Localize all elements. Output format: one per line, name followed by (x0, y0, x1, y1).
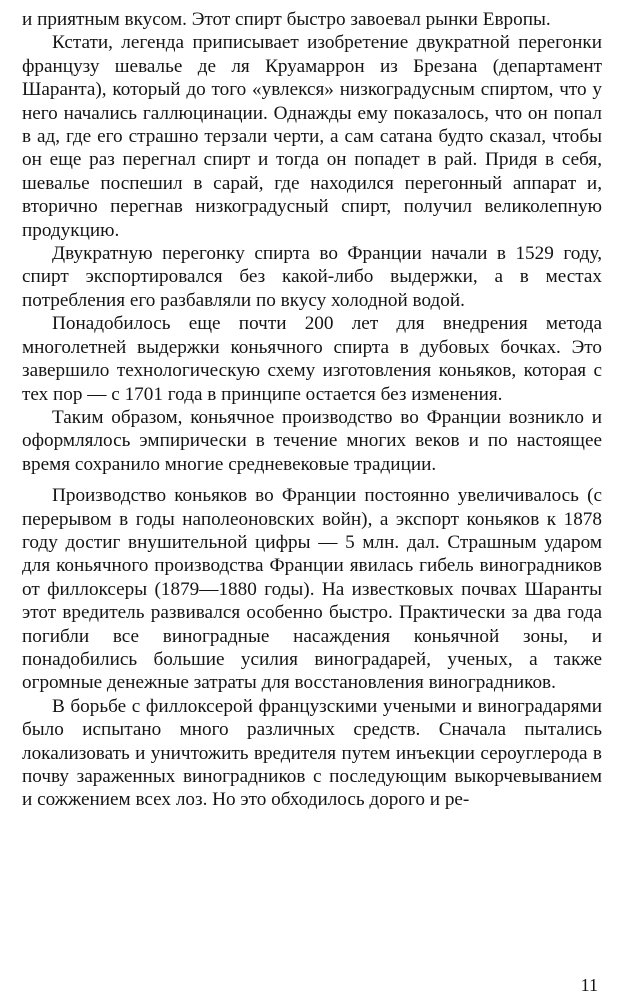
paragraph-empirical-traditions: Таким образом, коньячное производство во Франции возникло и оформлялось эмпирически в течение многих веков и по настоящее время сохранило многие средневековые традиции. (22, 406, 602, 475)
page-number: 11 (580, 975, 598, 995)
paragraph-legend: Кстати, легенда приписывает изобретение двукратной перегонки французу шевалье де ля Круамаррон из Брезана (департамент Шаранта), который до того «увлекся» низкоградусным спиртом, что у него начались галлюцинации. Однажды ему показалось, что он попал в ад, где его страшно терзали черти, а сам сатана будто сказал, чтобы он еще раз перегнал спирт и тогда он попадет в рай. Придя в себя, шевалье поспешил в сарай, где находился перегонный аппарат и, вторично перегнав низкоградусный спирт, получил великолепную продукцию. (22, 32, 602, 241)
paragraph-double-distillation: Двукратную перегонку спирта во Франции начали в 1529 году, спирт экспортировался без какой-либо выдержки, а в местах потребления его разбавляли по вкусу холодной водой. (22, 243, 602, 311)
paragraph-oak-aging: Понадобилось еще почти 200 лет для внедрения метода многолетней выдержки коньячного спирта в дубовых бочках. Это завершило технологическую схему изготовления коньяков, которая с тех пор — с 1701 года в принципе остается без изменения. (22, 313, 602, 405)
paragraph-continuation: и приятным вкусом. Этот спирт быстро завоевал рынки Европы. (22, 9, 551, 30)
paragraph-phylloxera-struggle: В борьбе с филлоксерой французскими учеными и виноградарями было испытано много различных средств. Сначала пытались локализовать и уничтожить вредителя путем инъекции сероуглерода в почву зараженных виноградников с последующим выкорчевыванием и сожжением всех лоз. Но это обходилось дорого и ре- (22, 695, 602, 811)
paragraph-phylloxera-damage: Производство коньяков во Франции постоянно увеличивалось (с перерывом в годы наполеоновских войн), а экспорт коньяков к 1878 году достиг внушительной цифры — 5 млн. дал. Страшным ударом для коньячного производства Франции явилась гибель виноградников от филлоксеры (1879—1880 годы). На известковых почвах Шаранты этот вредитель развивался особенно быстро. Практически за два года погибли все виноградные насаждения коньячной зоны, и понадобились большие усилия виноградарей, ученых, а также огромные денежные затраты для восстановления виноградников. (22, 485, 602, 694)
book-page-text (22, 8, 602, 812)
